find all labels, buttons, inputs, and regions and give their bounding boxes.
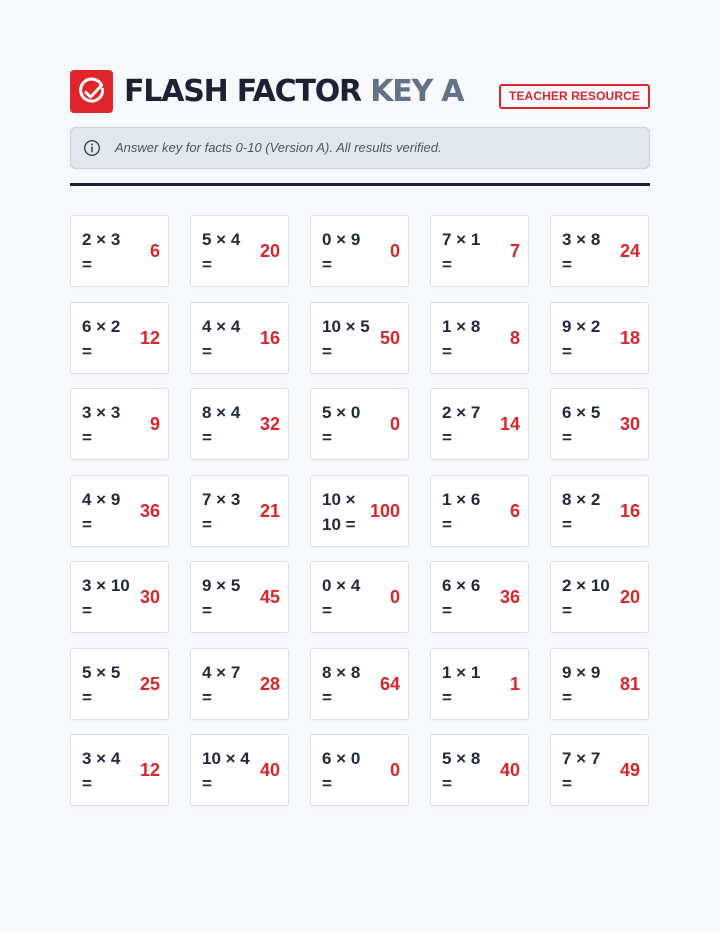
fact-answer: 100	[369, 500, 400, 521]
fact-card	[310, 561, 409, 633]
fact-question: 5 × 5 =	[82, 662, 121, 707]
fact-question: 3 × 8 =	[562, 230, 601, 274]
title-main: FLASH FACTOR	[124, 74, 361, 109]
fact-card	[310, 215, 409, 287]
fact-answer: 7	[509, 241, 520, 261]
fact-answer: 18	[619, 327, 640, 348]
fact-card	[550, 648, 649, 720]
fact-card	[310, 388, 409, 460]
fact-card	[190, 388, 289, 460]
fact-question: 9 × 2 =	[562, 316, 601, 361]
fact-card	[70, 302, 169, 374]
fact-card	[310, 475, 409, 547]
fact-card	[190, 648, 289, 720]
fact-question: 3 × 4 =	[82, 749, 121, 793]
page-title	[124, 74, 463, 110]
fact-answer: 36	[139, 500, 160, 521]
fact-answer: 25	[139, 673, 160, 694]
fact-card	[550, 215, 649, 287]
fact-question: 10 × 5 =	[322, 316, 370, 361]
fact-question: 10 × 4 =	[202, 749, 250, 793]
fact-question: 6 × 5 =	[562, 403, 601, 447]
fact-card	[430, 388, 529, 460]
fact-card	[430, 561, 529, 633]
fact-card	[430, 475, 529, 547]
fact-card	[70, 734, 169, 806]
fact-answer: 16	[619, 500, 640, 521]
fact-question: 8 × 2 =	[562, 489, 601, 534]
fact-question: 8 × 4 =	[202, 403, 241, 447]
fact-question: 4 × 9 =	[82, 489, 121, 534]
fact-answer: 0	[389, 414, 400, 434]
fact-answer: 8	[509, 327, 520, 348]
fact-question: 3 × 10 =	[82, 576, 130, 620]
fact-card	[70, 388, 169, 460]
fact-card	[70, 561, 169, 633]
fact-card	[190, 302, 289, 374]
fact-answer: 1	[509, 673, 520, 694]
fact-question: 5 × 0 =	[322, 403, 361, 447]
fact-question: 9 × 5 =	[202, 576, 241, 620]
fact-card	[550, 561, 649, 633]
fact-card	[310, 302, 409, 374]
fact-question: 6 × 2 =	[82, 316, 121, 361]
fact-card	[430, 734, 529, 806]
fact-answer: 30	[619, 414, 640, 434]
fact-question: 7 × 3 =	[202, 489, 241, 534]
fact-card	[310, 648, 409, 720]
fact-card	[550, 388, 649, 460]
fact-question: 1 × 8 =	[442, 316, 481, 361]
page-header	[70, 70, 650, 114]
fact-question: 2 × 10 =	[562, 576, 610, 620]
fact-card	[430, 302, 529, 374]
fact-answer: 21	[259, 500, 280, 521]
fact-answer: 81	[619, 673, 640, 694]
fact-question: 4 × 7 =	[202, 662, 241, 707]
fact-answer: 36	[499, 587, 520, 607]
fact-question: 5 × 4 =	[202, 230, 241, 274]
fact-answer: 40	[259, 760, 280, 780]
fact-answer: 40	[499, 760, 520, 780]
fact-card	[70, 648, 169, 720]
fact-answer: 20	[619, 587, 640, 607]
fact-card	[70, 215, 169, 287]
fact-answer: 16	[259, 327, 280, 348]
fact-question: 3 × 3 =	[82, 403, 121, 447]
fact-answer: 0	[389, 241, 400, 261]
fact-answer: 6	[509, 500, 520, 521]
fact-card	[430, 215, 529, 287]
fact-card	[190, 561, 289, 633]
info-icon	[83, 139, 101, 157]
fact-answer: 50	[379, 327, 400, 348]
fact-answer: 12	[139, 327, 160, 348]
fact-question: 10 × 10 =	[322, 489, 356, 534]
fact-answer: 6	[149, 241, 160, 261]
fact-card	[190, 734, 289, 806]
fact-answer: 28	[259, 673, 280, 694]
fact-question: 7 × 7 =	[562, 749, 601, 793]
fact-card	[70, 475, 169, 547]
fact-card	[550, 734, 649, 806]
fact-answer: 49	[619, 760, 640, 780]
fact-question: 6 × 0 =	[322, 749, 361, 793]
fact-question: 2 × 3 =	[82, 230, 121, 274]
fact-question: 6 × 6 =	[442, 576, 481, 620]
fact-question: 0 × 4 =	[322, 576, 361, 620]
fact-card	[190, 475, 289, 547]
fact-question: 9 × 9 =	[562, 662, 601, 707]
fact-answer: 24	[619, 241, 640, 261]
fact-question: 4 × 4 =	[202, 316, 241, 361]
fact-question: 8 × 8 =	[322, 662, 361, 707]
fact-answer: 45	[259, 587, 280, 607]
fact-answer: 0	[389, 587, 400, 607]
divider	[70, 183, 650, 186]
fact-answer: 14	[499, 414, 520, 434]
fact-answer: 9	[149, 414, 160, 434]
banner-text: Answer key for facts 0-10 (Version A). All results verified.	[115, 140, 442, 155]
fact-question: 1 × 1 =	[442, 662, 481, 707]
fact-card	[430, 648, 529, 720]
fact-question: 5 × 8 =	[442, 749, 481, 793]
fact-answer: 0	[389, 760, 400, 780]
fact-answer: 32	[259, 414, 280, 434]
fact-question: 1 × 6 =	[442, 489, 481, 534]
info-banner	[70, 127, 650, 169]
fact-answer: 12	[139, 760, 160, 780]
fact-card	[550, 475, 649, 547]
fact-question: 0 × 9 =	[322, 230, 361, 274]
fact-card	[310, 734, 409, 806]
check-circle-icon	[70, 70, 113, 113]
fact-grid	[70, 215, 650, 806]
fact-answer: 30	[139, 587, 160, 607]
fact-card	[190, 215, 289, 287]
fact-question: 7 × 1 =	[442, 230, 481, 274]
answer-key-page	[70, 70, 650, 793]
teacher-resource-badge: TEACHER RESOURCE	[499, 84, 650, 109]
fact-answer: 64	[379, 673, 400, 694]
fact-question: 2 × 7 =	[442, 403, 481, 447]
fact-answer: 20	[259, 241, 280, 261]
title-accent: KEY A	[370, 74, 464, 109]
fact-card	[550, 302, 649, 374]
